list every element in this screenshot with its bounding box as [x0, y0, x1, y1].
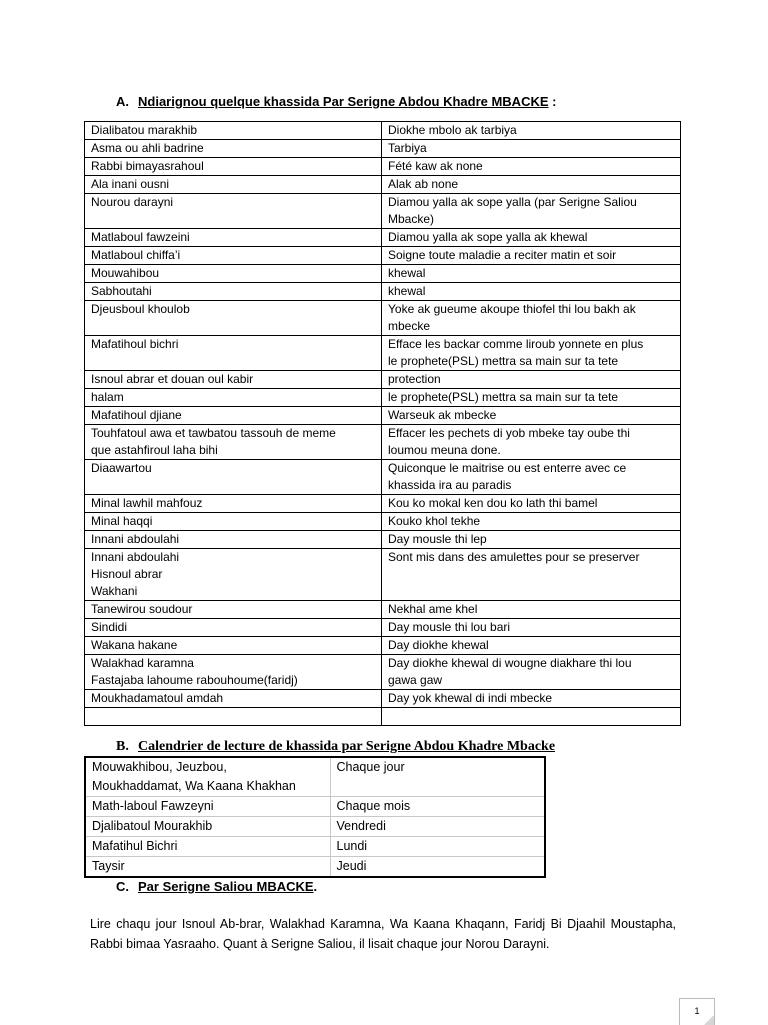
khassida-row [85, 495, 681, 513]
section-b-title: Calendrier de lecture de khassida par Serigne Abdou Khadre Mbacke [138, 739, 556, 754]
khassida-row-left-cell [85, 283, 382, 301]
calendar-row-left-cell [85, 797, 330, 817]
khassida-row-left-cell [85, 531, 382, 549]
cell-line: Sont mis dans des amulettes pour se preserver [388, 550, 640, 564]
cell-line [388, 708, 674, 725]
khassida-row [85, 158, 681, 176]
cell-line: Innani abdoulahi [91, 550, 180, 564]
cell-line: Isnoul abrar et douan oul kabir [91, 372, 254, 386]
khassida-row-right-cell [382, 460, 681, 495]
page-number-box [679, 998, 715, 1025]
khassida-row [85, 265, 681, 283]
cell-line: khewal [388, 284, 426, 298]
khassida-row-right-cell [382, 371, 681, 389]
cell-line: Mouwahibou [91, 266, 160, 280]
khassida-row [85, 708, 681, 726]
cell-line: Day mousle thi lou bari [388, 620, 511, 634]
khassida-row [85, 140, 681, 158]
page-number: 1 [694, 1006, 700, 1016]
calendar-row-left-cell [85, 837, 330, 857]
cell-line: Chaque mois [336, 799, 411, 813]
calendar-row-left-cell [85, 857, 330, 878]
cell-line: Fastajaba lahoume rabouhoume(faridj) [91, 673, 298, 687]
calendar-row [85, 837, 545, 857]
khassida-row-left-cell [85, 229, 382, 247]
khassida-row [85, 247, 681, 265]
cell-line: Fété kaw ak none [388, 159, 483, 173]
section-c-letter: C. [116, 879, 129, 894]
cell-line: Effacer les pechets di yob mbeke tay oube thi [388, 426, 630, 440]
khassida-table [84, 121, 681, 726]
cell-line: khewal [388, 266, 426, 280]
calendar-row-right-cell [330, 837, 545, 857]
khassida-row-left-cell [85, 690, 382, 708]
khassida-row-right-cell [382, 619, 681, 637]
cell-line: Mbacke) [388, 212, 435, 226]
calendar-row [85, 757, 545, 797]
cell-line: Warseuk ak mbecke [388, 408, 497, 422]
khassida-row-left-cell [85, 176, 382, 194]
khassida-row-right-cell [382, 194, 681, 229]
calendar-row-right-cell [330, 757, 545, 797]
cell-line: Djeusboul khoulob [91, 302, 190, 316]
cell-line: Minal haqqi [91, 514, 153, 528]
cell-line: Nekhal ame khel [388, 602, 478, 616]
khassida-row-right-cell [382, 601, 681, 619]
khassida-row-left-cell [85, 158, 382, 176]
khassida-row-right-cell [382, 389, 681, 407]
khassida-row-right-cell [382, 549, 681, 601]
khassida-row [85, 425, 681, 460]
cell-line: Tarbiya [388, 141, 427, 155]
cell-line: Day diokhe khewal di wougne diakhare thi lou [388, 656, 632, 670]
khassida-row-left-cell [85, 460, 382, 495]
cell-line: Mouwakhibou, Jeuzbou, [92, 760, 227, 774]
cell-line: Sindidi [91, 620, 128, 634]
section-c-title: Par Serigne Saliou MBACKE [138, 879, 314, 894]
calendar-row [85, 797, 545, 817]
cell-line: Matlaboul fawzeini [91, 230, 190, 244]
section-b-heading [116, 739, 555, 755]
cell-line: Jeudi [336, 859, 367, 873]
khassida-row-right-cell [382, 283, 681, 301]
khassida-row [85, 122, 681, 140]
cell-line: Wakana hakane [91, 638, 178, 652]
khassida-row [85, 283, 681, 301]
khassida-row [85, 389, 681, 407]
khassida-row-right-cell [382, 122, 681, 140]
cell-line: Kou ko mokal ken dou ko lath thi bamel [388, 496, 598, 510]
khassida-row [85, 407, 681, 425]
cell-line: Chaque jour [336, 760, 405, 774]
cell-line: Soigne toute maladie a reciter matin et soir [388, 248, 617, 262]
khassida-row-right-cell [382, 336, 681, 371]
khassida-row [85, 619, 681, 637]
cell-line: Asma ou ahli badrine [91, 141, 204, 155]
khassida-row-left-cell [85, 247, 382, 265]
cell-line: Diamou yalla ak sope yalla (par Serigne Saliou [388, 195, 637, 209]
cell-line: Djalibatoul Mourakhib [92, 819, 213, 833]
khassida-row-right-cell [382, 708, 681, 726]
khassida-row-right-cell [382, 229, 681, 247]
cell-line: Nourou darayni [91, 195, 174, 209]
cell-line: Matlaboul chiffa’i [91, 248, 181, 262]
calendar-row-left-cell [85, 817, 330, 837]
cell-line: Lundi [336, 839, 368, 853]
cell-line: Day mousle thi lep [388, 532, 487, 546]
khassida-row-right-cell [382, 637, 681, 655]
khassida-row-left-cell [85, 389, 382, 407]
cell-line: gawa gaw [388, 673, 443, 687]
khassida-row-left-cell [85, 371, 382, 389]
cell-line: Diokhe mbolo ak tarbiya [388, 123, 517, 137]
khassida-row [85, 336, 681, 371]
cell-line: Mafatihoul djiane [91, 408, 182, 422]
khassida-row [85, 371, 681, 389]
cell-line: Dialibatou marakhib [91, 123, 198, 137]
cell-line: Hisnoul abrar [91, 567, 163, 581]
khassida-row-left-cell [85, 407, 382, 425]
khassida-row-right-cell [382, 176, 681, 194]
cell-line: Diamou yalla ak sope yalla ak khewal [388, 230, 588, 244]
cell-line: Alak ab none [388, 177, 459, 191]
khassida-row [85, 194, 681, 229]
section-b-letter: B. [116, 739, 129, 754]
cell-line: le prophete(PSL) mettra sa main sur ta tete [388, 390, 619, 404]
calendar-table-body [85, 757, 545, 877]
cell-line: halam [91, 390, 124, 404]
khassida-table-body [85, 122, 681, 726]
khassida-row [85, 690, 681, 708]
khassida-row-left-cell [85, 549, 382, 601]
khassida-row [85, 549, 681, 601]
khassida-row-left-cell [85, 637, 382, 655]
cell-line: le prophete(PSL) mettra sa main sur ta tete [388, 354, 619, 368]
cell-line: Taysir [92, 859, 125, 873]
cell-line: Mafatihul Bichri [92, 839, 178, 853]
calendar-row [85, 817, 545, 837]
khassida-row-right-cell [382, 265, 681, 283]
khassida-row-right-cell [382, 158, 681, 176]
cell-line: Minal lawhil mahfouz [91, 496, 203, 510]
khassida-row-right-cell [382, 247, 681, 265]
khassida-row [85, 637, 681, 655]
khassida-row-left-cell [85, 601, 382, 619]
cell-line: Ala inani ousni [91, 177, 170, 191]
cell-line: Walakhad karamna [91, 656, 194, 670]
cell-line: Mafatihoul bichri [91, 337, 179, 351]
khassida-row [85, 176, 681, 194]
cell-line: que astahfiroul laha bihi [91, 443, 218, 457]
khassida-row [85, 301, 681, 336]
cell-line: Math-laboul Fawzeyni [92, 799, 214, 813]
section-a-title: Ndiarignou quelque khassida Par Serigne Abdou Khadre MBACKE [138, 94, 549, 109]
khassida-row-left-cell [85, 122, 382, 140]
calendar-row-right-cell [330, 797, 545, 817]
calendar-row-right-cell [330, 817, 545, 837]
cell-line: Moukhaddamat, Wa Kaana Khakhan [92, 779, 296, 793]
cell-line: Efface les backar comme liroub yonnete en plus [388, 337, 644, 351]
khassida-row-right-cell [382, 495, 681, 513]
khassida-row-left-cell [85, 655, 382, 690]
khassida-row-left-cell [85, 513, 382, 531]
khassida-row-left-cell [85, 336, 382, 371]
khassida-row-left-cell [85, 265, 382, 283]
calendar-row [85, 857, 545, 878]
cell-line: Day diokhe khewal [388, 638, 489, 652]
cell-line: Day yok khewal di indi mbecke [388, 691, 553, 705]
khassida-row-left-cell [85, 140, 382, 158]
khassida-row [85, 460, 681, 495]
khassida-row-left-cell [85, 425, 382, 460]
khassida-row [85, 513, 681, 531]
khassida-row [85, 601, 681, 619]
cell-line: Touhfatoul awa et tawbatou tassouh de meme [91, 426, 336, 440]
khassida-row [85, 655, 681, 690]
khassida-row-right-cell [382, 140, 681, 158]
calendar-row-right-cell [330, 857, 545, 878]
khassida-row-left-cell [85, 495, 382, 513]
khassida-row-right-cell [382, 513, 681, 531]
cell-line [91, 708, 375, 725]
cell-line: Rabbi bimayasrahoul [91, 159, 204, 173]
khassida-row [85, 531, 681, 549]
khassida-row-left-cell [85, 708, 382, 726]
calendar-table [84, 756, 546, 878]
khassida-row-right-cell [382, 301, 681, 336]
section-a-letter: A. [116, 94, 129, 109]
cell-line: Vendredi [336, 819, 386, 833]
khassida-row-right-cell [382, 655, 681, 690]
cell-line: Diaawartou [91, 461, 152, 475]
cell-line: Moukhadamatoul amdah [91, 691, 224, 705]
cell-line: protection [388, 372, 441, 386]
section-c-suffix: . [313, 879, 318, 894]
cell-line: Kouko khol tekhe [388, 514, 481, 528]
cell-line: Yoke ak gueume akoupe thiofel thi lou bakh ak [388, 302, 636, 316]
khassida-row-left-cell [85, 194, 382, 229]
khassida-row-right-cell [382, 407, 681, 425]
khassida-row-right-cell [382, 531, 681, 549]
section-c-paragraph: Lire chaqu jour Isnoul Ab-brar, Walakhad Karamna, Wa Kaana Khaqann, Faridj Bi Djaahil Moustapha, Rabbi bimaa Yasraaho. Quant à Serigne Saliou, il lisait chaque jour Norou Darayni. [90, 917, 676, 951]
cell-line: loumou meuna done. [388, 443, 501, 457]
cell-line: Quiconque le maitrise ou est enterre avec ce [388, 461, 627, 475]
cell-line: Wakhani [91, 584, 138, 598]
khassida-row-right-cell [382, 690, 681, 708]
cell-line: Sabhoutahi [91, 284, 152, 298]
cell-line: Innani abdoulahi [91, 532, 180, 546]
cell-line: mbecke [388, 319, 431, 333]
khassida-row-left-cell [85, 301, 382, 336]
section-a-heading [116, 94, 556, 109]
khassida-row [85, 229, 681, 247]
section-a-suffix: : [548, 94, 557, 109]
cell-line: Tanewirou soudour [91, 602, 193, 616]
calendar-row-left-cell [85, 757, 330, 797]
khassida-row-left-cell [85, 619, 382, 637]
khassida-row-right-cell [382, 425, 681, 460]
section-c-heading [116, 879, 317, 894]
cell-line: khassida ira au paradis [388, 478, 512, 492]
